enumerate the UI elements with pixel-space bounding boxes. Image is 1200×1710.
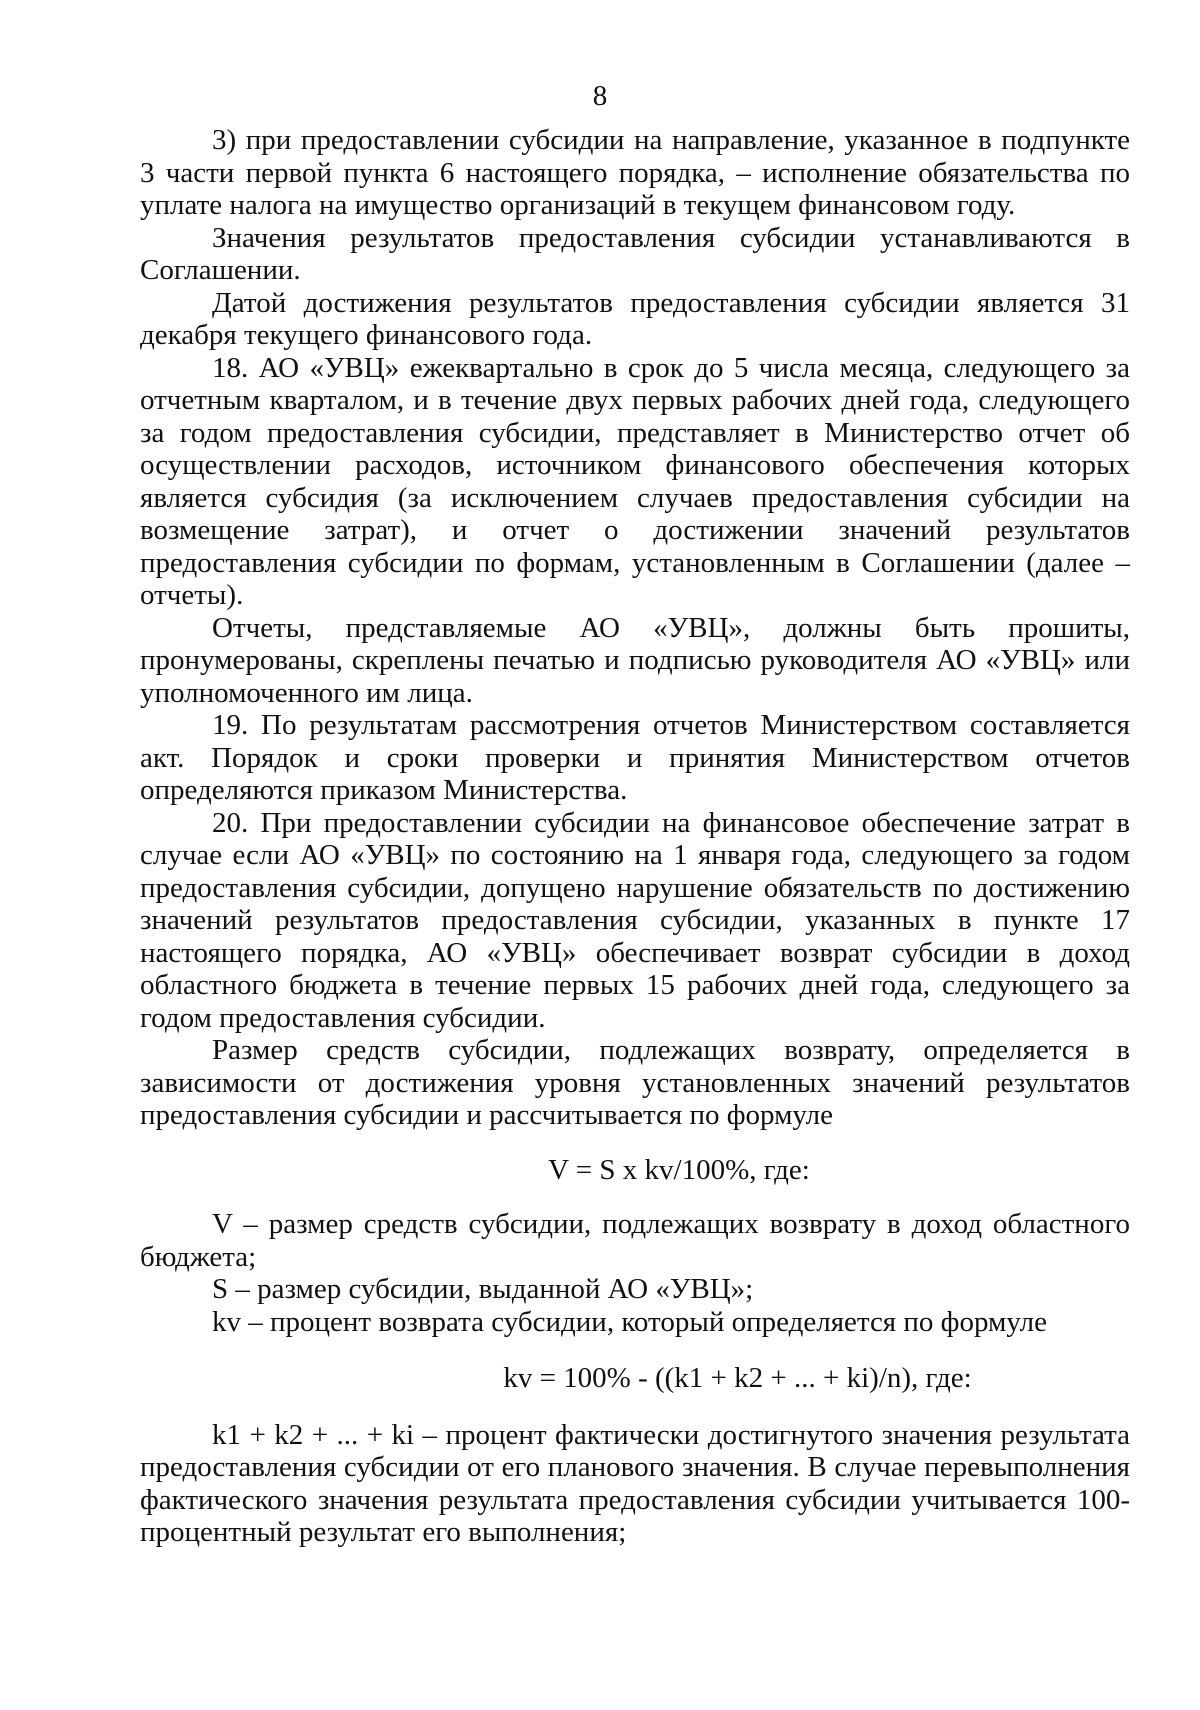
paragraph-definition-v: V – размер средств субсидии, подлежащих возврату в доход областного бюджета;: [140, 1208, 1130, 1273]
paragraph-reports-binding: Отчеты, представляемые АО «УВЦ», должны быть прошиты, пронумерованы, скреплены печатью и подписью руководителя АО «УВЦ» или уполномоченного им лица.: [140, 611, 1130, 709]
formula-refund: V = S x kv/100%, где:: [548, 1153, 810, 1186]
paragraph-refund-amount: Размер средств субсидии, подлежащих возврату, определяется в зависимости от достижения уровня установленных значений результатов предоставления субсидии и рассчитывается по формуле: [140, 1034, 1130, 1131]
paragraph-item-19: 19. По результатам рассмотрения отчетов Министерством составляется акт. Порядок и сроки проверки и принятия Министерством отчетов определяются приказом Министерства.: [140, 709, 1130, 806]
paragraph-result-date: Датой достижения результатов предоставления субсидии является 31 декабря текущего финансового года.: [140, 286, 1130, 351]
formula-kv: kv = 100% - ((k1 + k2 + ... + ki)/n), где:: [503, 1362, 972, 1394]
paragraph-subitem-3: 3) при предоставлении субсидии на направление, указанное в подпункте 3 части первой пункта 6 настоящего порядка, – исполнение обязательства по уплате налога на имущество организаций в текущем финансовом году.: [140, 124, 1130, 221]
paragraph-item-20: 20. При предоставлении субсидии на финансовое обеспечение затрат в случае если АО «УВЦ» по состоянию на 1 января года, следующего за годом предоставления субсидии, допущено нарушение обязательств по достижению значений результатов предоставления субсидии, указанных в пункте 17 настоящего порядка, АО «УВЦ» обеспечивает возврат субсидии в доход областного бюджета в течение первых 15 рабочих дней года, следующего за годом предоставления субсидии.: [140, 806, 1130, 1034]
page-number: 8: [592, 80, 608, 112]
paragraph-result-values: Значения результатов предоставления субсидии устанавливаются в Соглашении.: [140, 221, 1130, 286]
paragraph-definition-k: k1 + k2 + ... + ki – процент фактически достигнутого значения результата предоставления субсидии от его планового значения. В случае перевыполнения фактического значения результата предоставления субсидии учитывается 100-процентный результат его выполнения;: [140, 1418, 1130, 1548]
paragraph-definition-kv: kv – процент возврата субсидии, который определяется по формуле: [212, 1305, 1047, 1338]
document-body: [140, 124, 1130, 1549]
paragraph-item-18: 18. АО «УВЦ» ежеквартально в срок до 5 числа месяца, следующего за отчетным кварталом, и в течение двух первых рабочих дней года, следующего за годом предоставления субсидии, представляет в Министерство отчет об осуществлении расходов, источником финансового обеспечения которых является субсидия (за исключением случаев предоставления субсидии на возмещение затрат), и отчет о достижении значений результатов предоставления субсидии по формам, установленным в Соглашении (далее – отчеты).: [140, 351, 1130, 611]
paragraph-definition-s: S – размер субсидии, выданной АО «УВЦ»;: [212, 1273, 754, 1305]
